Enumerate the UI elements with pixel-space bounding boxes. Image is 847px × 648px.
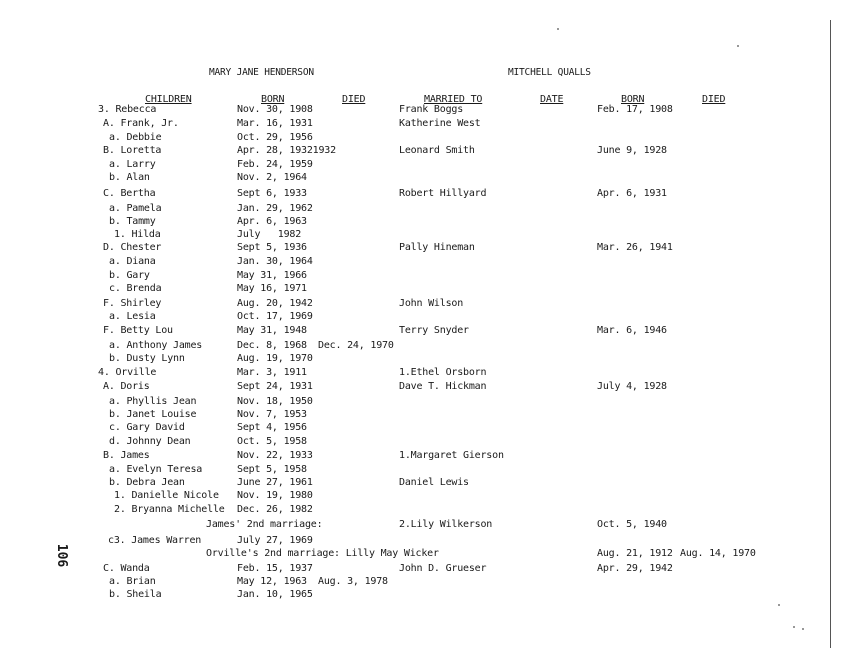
row-born: Nov. 30, 1908 <box>237 104 313 115</box>
row-name: 4. Orville <box>98 367 157 378</box>
row-name: b. Gary <box>109 270 150 281</box>
row-name: a. Pamela <box>109 203 162 214</box>
row-married-to: Pally Hineman <box>399 242 475 253</box>
row-born: Dec. 26, 1982 <box>237 504 313 515</box>
col-died: DIED <box>342 94 366 105</box>
row-married-to: 1.Ethel Orsborn <box>399 367 487 378</box>
row-name: c. Brenda <box>109 283 162 294</box>
row-name: a. Anthony James <box>109 340 203 351</box>
row-born: Feb. 24, 1959 <box>237 159 313 170</box>
orville-second-spouse-born: Aug. 21, 1912 <box>597 548 673 559</box>
orville-second-marriage: Orville's 2nd marriage: Lilly May Wicker <box>206 548 439 559</box>
row-born: Sept 4, 1956 <box>237 422 307 433</box>
row-name: a. Larry <box>109 159 156 170</box>
row-married-to: 1.Margaret Gierson <box>399 450 504 461</box>
row-married-to: Dave T. Hickman <box>399 381 487 392</box>
col-spouse-born: BORN <box>621 94 645 105</box>
row-name: 1. Hilda <box>114 229 161 240</box>
row-born: Nov. 18, 1950 <box>237 396 313 407</box>
row-married-to: Daniel Lewis <box>399 477 469 488</box>
page-number: 106 <box>54 543 70 568</box>
row-born: Mar. 3, 1911 <box>237 367 307 378</box>
row-name: b. Janet Louise <box>109 409 197 420</box>
row-name: A. Frank, Jr. <box>103 118 179 129</box>
speck <box>802 628 804 630</box>
row-married-to: Katherine West <box>399 118 481 129</box>
col-born: BORN <box>261 94 285 105</box>
row-born: Apr. 28, 19321932 <box>237 145 336 156</box>
row-married-to: Leonard Smith <box>399 145 475 156</box>
row-born: Sept 5, 1958 <box>237 464 307 475</box>
page-edge-line <box>830 20 831 648</box>
row-spouse-born: Apr. 29, 1942 <box>597 563 673 574</box>
row-married-to: John D. Grueser <box>399 563 487 574</box>
row-born: Sept 24, 1931 <box>237 381 313 392</box>
col-children: CHILDREN <box>145 94 192 105</box>
speck <box>793 626 795 628</box>
row-spouse-born: Feb. 17, 1908 <box>597 104 673 115</box>
row-born: Oct. 5, 1958 <box>237 436 307 447</box>
row-name: F. Betty Lou <box>103 325 173 336</box>
row-married-to: John Wilson <box>399 298 464 309</box>
child-c3-born: July 27, 1969 <box>237 535 313 546</box>
right-family-name: MITCHELL QUALLS <box>508 67 591 78</box>
row-born: Nov. 7, 1953 <box>237 409 307 420</box>
row-born: Nov. 2, 1964 <box>237 172 307 183</box>
left-family-name: MARY JANE HENDERSON <box>209 67 314 78</box>
row-born: Nov. 19, 1980 <box>237 490 313 501</box>
row-name: b. Tammy <box>109 216 156 227</box>
row-spouse-born: June 9, 1928 <box>597 145 667 156</box>
row-married-to: Frank Boggs <box>399 104 464 115</box>
row-name: C. Wanda <box>103 563 150 574</box>
row-born: Sept 6, 1933 <box>237 188 307 199</box>
row-born: May 16, 1971 <box>237 283 307 294</box>
row-name: a. Phyllis Jean <box>109 396 197 407</box>
row-name: 2. Bryanna Michelle <box>114 504 225 515</box>
james-second-spouse: 2.Lily Wilkerson <box>399 519 493 530</box>
row-name: b. Debra Jean <box>109 477 185 488</box>
row-name: 1. Danielle Nicole <box>114 490 219 501</box>
row-born: Sept 5, 1936 <box>237 242 307 253</box>
row-name: B. James <box>103 450 150 461</box>
row-name: d. Johnny Dean <box>109 436 191 447</box>
row-name: C. Bertha <box>103 188 156 199</box>
row-name: F. Shirley <box>103 298 162 309</box>
speck <box>737 45 739 47</box>
speck <box>557 28 559 30</box>
row-name: a. Brian <box>109 576 156 587</box>
james-second-spouse-born: Oct. 5, 1940 <box>597 519 667 530</box>
child-c3-name: c3. James Warren <box>108 535 202 546</box>
row-born: Dec. 8, 1968 <box>237 340 307 351</box>
row-name: b. Sheila <box>109 589 162 600</box>
row-spouse-born: Mar. 6, 1946 <box>597 325 667 336</box>
row-name: a. Debbie <box>109 132 162 143</box>
james-second-marriage-label: James' 2nd marriage: <box>206 519 323 530</box>
row-name: a. Diana <box>109 256 156 267</box>
row-married-to: Robert Hillyard <box>399 188 487 199</box>
row-name: c. Gary David <box>109 422 185 433</box>
row-born: Jan. 29, 1962 <box>237 203 313 214</box>
row-died: Dec. 24, 1970 <box>318 340 394 351</box>
row-born: May 31, 1966 <box>237 270 307 281</box>
row-died: Aug. 3, 1978 <box>318 576 388 587</box>
row-born: Oct. 17, 1969 <box>237 311 313 322</box>
row-born: Nov. 22, 1933 <box>237 450 313 461</box>
row-born: Aug. 20, 1942 <box>237 298 313 309</box>
row-born: Oct. 29, 1956 <box>237 132 313 143</box>
row-name: A. Doris <box>103 381 150 392</box>
row-name: b. Alan <box>109 172 150 183</box>
row-born: May 12, 1963 <box>237 576 307 587</box>
col-spouse-died: DIED <box>702 94 726 105</box>
row-born: Jan. 30, 1964 <box>237 256 313 267</box>
col-married-to: MARRIED TO <box>424 94 483 105</box>
row-born: Mar. 16, 1931 <box>237 118 313 129</box>
row-name: D. Chester <box>103 242 162 253</box>
row-name: 3. Rebecca <box>98 104 157 115</box>
row-name: a. Evelyn Teresa <box>109 464 203 475</box>
row-spouse-born: Mar. 26, 1941 <box>597 242 673 253</box>
row-born: Feb. 15, 1937 <box>237 563 313 574</box>
row-name: a. Lesia <box>109 311 156 322</box>
col-date: DATE <box>540 94 564 105</box>
row-married-to: Terry Snyder <box>399 325 469 336</box>
row-name: B. Loretta <box>103 145 162 156</box>
speck <box>778 604 780 606</box>
row-spouse-born: Apr. 6, 1931 <box>597 188 667 199</box>
row-born: July 1982 <box>237 229 302 240</box>
row-born: June 27, 1961 <box>237 477 313 488</box>
row-born: Aug. 19, 1970 <box>237 353 313 364</box>
row-born: Apr. 6, 1963 <box>237 216 307 227</box>
orville-second-spouse-died: Aug. 14, 1970 <box>680 548 756 559</box>
row-born: Jan. 10, 1965 <box>237 589 313 600</box>
row-name: b. Dusty Lynn <box>109 353 185 364</box>
row-spouse-born: July 4, 1928 <box>597 381 667 392</box>
row-born: May 31, 1948 <box>237 325 307 336</box>
